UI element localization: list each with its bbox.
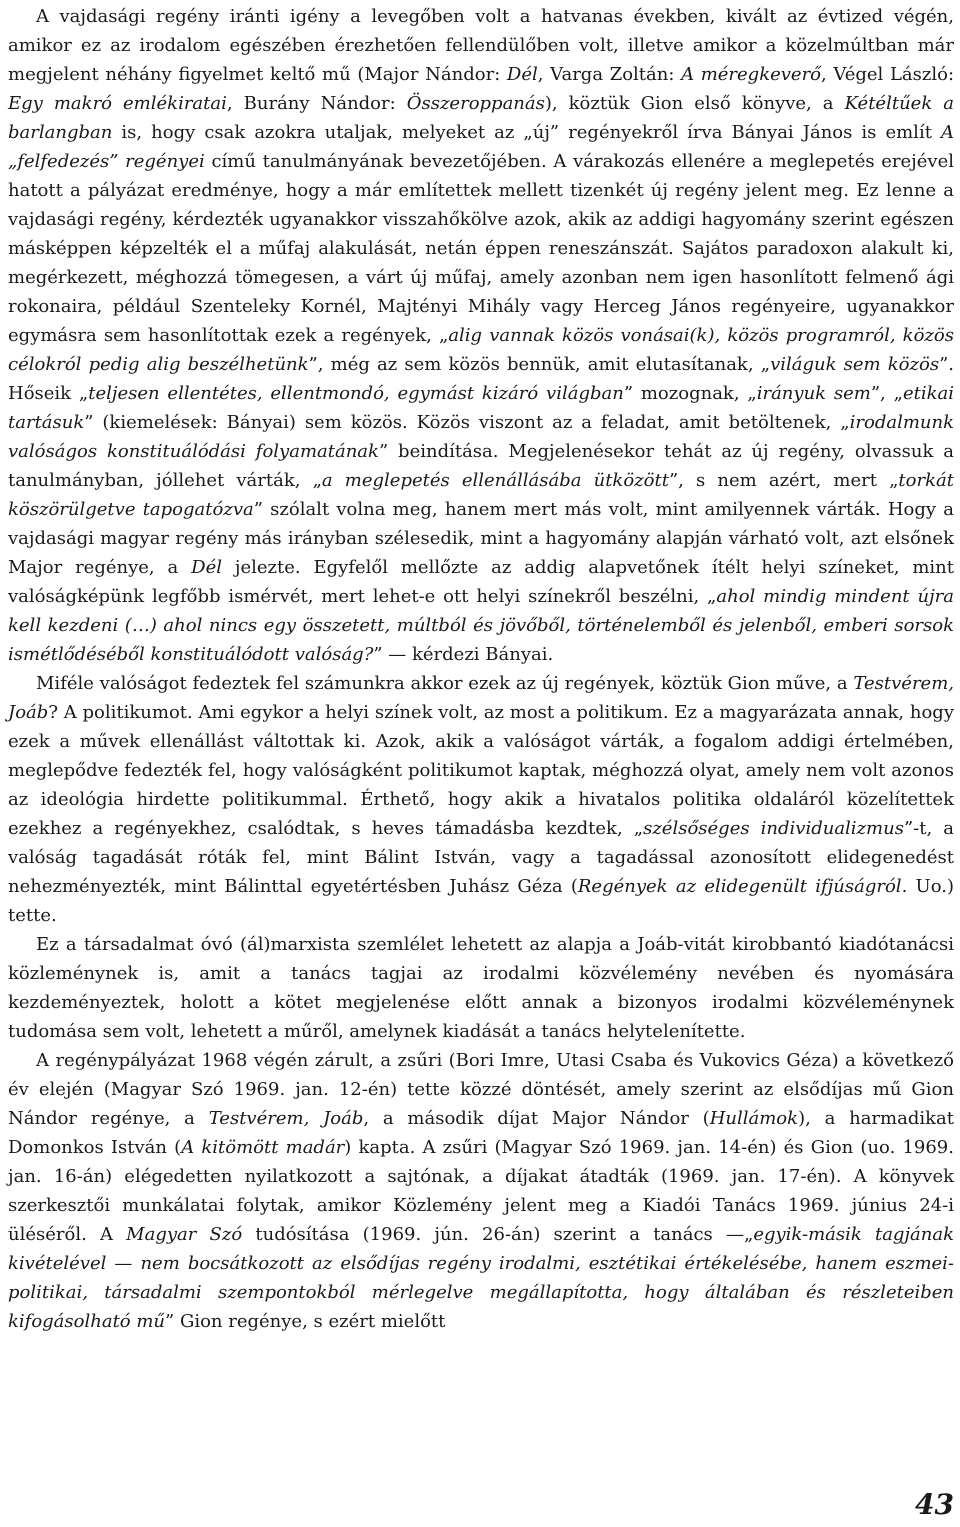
italic-text-segment: Regények az elidegenült ifjúságról xyxy=(577,876,902,897)
text-segment: Ez a társadalmat óvó (ál)marxista szemlélet lehetett az alapja a Joáb-vitát kirobbantó kiadótanácsi közleménynek is, amit a tanács tagjai az irodalmi közvélemény nevében és nyomására kezdeményeztek, holott a kötet megjelenése előtt annak a bizonyos irodalmi közvéleménynek tudomása sem volt, lehetett a műről, amelynek kiadását a tanács helytelenítette. xyxy=(8,934,954,1042)
italic-text-segment: A méregkeverő xyxy=(681,64,822,85)
italic-text-segment: teljesen ellentétes, ellentmondó, egymást kizáró világban xyxy=(88,383,624,404)
italic-text-segment: Hullámok xyxy=(709,1108,799,1129)
italic-text-segment: irányuk sem xyxy=(756,383,871,404)
text-segment: című tanulmányának bevezetőjében. A várakozás ellenére a meglepetés erejével hatott a pályázat eredménye, hogy a már említettek mellett tizenkét új regény jelent meg. Ez lenne a vajdasági regény, kérdezték ugyanakkor visszahőkölve azok, akik az addigi hagyomány szerint egészen másképpen képzelték el a műfaj alakulását, netán éppen reneszánszát. Sajátos paradoxon alakult ki, megérkezett, méghozzá tömegesen, a várt új műfaj, amely azonban nem igen hasonlított felmenő ági rokonaira, például Szenteleky Kornél, Majtényi Mihály vagy Herceg János regényeire, ugyanakkor egymásra sem hasonlítottak ezek a regények, „ xyxy=(8,151,954,346)
text-segment: ” szólalt volna meg, hanem mert más volt, mint amilyennek várták. Hogy a vajdasági magyar regény más irányban szélesedik, mint a hagyomány alapján várható volt, azt elsőnek Major regénye, a xyxy=(8,499,954,578)
italic-text-segment: Dél xyxy=(506,64,538,85)
italic-text-segment: alig vannak közös vonásai(k), közös programról, közös célokról pedig alig beszélhetünk xyxy=(8,325,954,375)
italic-text-segment: ahol mindig mindent újra kell kezdeni (…) ahol nincs egy összetett, múltból és jövőből, történelemből és jelenből, emberi sorsok ismétlődéséből konstituálódott valóság? xyxy=(8,586,955,665)
text-segment: ”. Hőseik „ xyxy=(8,354,955,404)
italic-text-segment: A kitömött madár xyxy=(181,1137,345,1158)
italic-text-segment: Testvérem, Joáb xyxy=(208,1108,364,1129)
text-segment: ”-t, a valóság tagadását róták fel, mint Bálint István, vagy a tagadással azonosított elidegenedést nehezményezték, mint Bálinttal egyetértésben Juhász Géza ( xyxy=(8,818,954,897)
body-text xyxy=(8,2,954,1336)
text-segment: , Végel László: xyxy=(821,64,955,85)
italic-text-segment: egyik-másik tagjának kivételével — nem bocsátkozott az elsődíjas regény irodalmi, esztétikai értékelésébe, hanem eszmei-politikai, társadalmi szempontokból mérlegelve megállapította, hogy általában és részleteiben kifogásolható mű xyxy=(8,1224,954,1332)
italic-text-segment: irodalmunk valóságos konstituálódási folyamatának xyxy=(8,412,954,462)
italic-text-segment: Dél xyxy=(191,557,222,578)
text-segment: is, hogy csak azokra utaljak, melyeket az „új” regényekről írva Bányai János is említ xyxy=(112,122,941,143)
italic-text-segment: Összeroppanás xyxy=(406,93,545,114)
paragraph xyxy=(8,1046,954,1336)
text-segment: Miféle valóságot fedeztek fel számunkra akkor ezek az új regények, köztük Gion műve, a xyxy=(36,673,854,694)
page-number: 43 xyxy=(915,1488,954,1521)
paragraph xyxy=(8,2,954,669)
text-segment: ) kapta. A zsűri (Magyar Szó 1969. jan. 14-én) és Gion (uo. 1969. jan. 16-án) elégedetten nyilatkozott a sajtónak, a díjakat átadták (1969. jan. 17-én). A könyvek szerkesztői munkálatai folytak, amikor Közlemény jelent meg a Kiadói Tanács 1969. június 24-i üléséről. A xyxy=(8,1137,954,1245)
italic-text-segment: etikai tartásuk xyxy=(8,383,954,433)
text-segment: ” mozognak, „ xyxy=(623,383,757,404)
text-segment: ” — kérdezi Bányai. xyxy=(373,644,554,665)
italic-text-segment: torkát köszörülgetve tapogatózva xyxy=(8,470,954,520)
text-segment: ” (kiemelések: Bányai) sem közös. Közös viszont az a feladat, amit betöltenek, „ xyxy=(84,412,850,433)
italic-text-segment: Egy makró emlékiratai xyxy=(8,93,227,114)
italic-text-segment: a meglepetés ellenállásába ütközött xyxy=(321,470,669,491)
text-segment: ”, s nem azért, mert „ xyxy=(668,470,899,491)
paragraph xyxy=(8,669,954,930)
text-segment: ”, még az sem közös bennük, amit elutasítanak, „ xyxy=(308,354,771,375)
text-segment: , a második díjat Major Nándor ( xyxy=(363,1108,710,1129)
text-segment: ), a harmadikat Domonkos István ( xyxy=(8,1108,954,1158)
italic-text-segment: szélsőséges individualizmus xyxy=(643,818,904,839)
italic-text-segment: Magyar Szó xyxy=(126,1224,243,1245)
italic-text-segment: Testvérem, Joáb xyxy=(8,673,954,723)
text-segment: A vajdasági regény iránti igény a levegőben volt a hatvanas években, kivált az évtized végén, amikor ez az irodalom egészében érezhetően fellendülőben volt, illetve amikor a közelmúltban már megjelent néhány figyelmet keltő mű (Major Nándor: xyxy=(8,6,954,85)
text-segment: ”, „ xyxy=(870,383,903,404)
text-segment: , Burány Nándor: xyxy=(226,93,407,114)
italic-text-segment: világuk sem közös xyxy=(770,354,940,375)
text-segment: . Uo.) tette. xyxy=(8,876,954,926)
text-segment: ? A politikumot. Ami egykor a helyi színek volt, az most a politikum. Ez a magyarázata annak, hogy ezek a művek ellenállást váltottak ki. Azok, akik a valóságot várták, a fogalom addigi értelmében, meglepődve fedezték fel, hogy valóságként politikumot kaptak, méghozzá olyat, amely nem volt azonos az ideológia hirdette politikummal. Érthető, hogy akik a hivatalos politika oldaláról közelítettek ezekhez a regényekhez, csalódtak, s heves támadásba kezdtek, „ xyxy=(8,702,954,839)
paragraph xyxy=(8,930,954,1046)
text-segment: tudósítása (1969. jún. 26-án) szerint a tanács —„ xyxy=(242,1224,754,1245)
italic-text-segment: A „felfedezés” regényei xyxy=(8,122,954,172)
document-page xyxy=(8,0,954,1336)
text-segment: ” beindítása. Megjelenésekor tehát az új regény, olvassuk a tanulmányban, jóllehet várták, „ xyxy=(8,441,954,491)
text-segment: A regénypályázat 1968 végén zárult, a zsűri (Bori Imre, Utasi Csaba és Vukovics Géza) a következő év elején (Magyar Szó 1969. jan. 12-én) tette közzé döntését, amely szerint az elsődíjas mű Gion Nándor regénye, a xyxy=(8,1050,954,1129)
text-segment: ), köztük Gion első könyve, a xyxy=(544,93,845,114)
italic-text-segment: Kétéltűek a barlangban xyxy=(8,93,954,143)
text-segment: jelezte. Egyfelől mellőzte az addig alapvetőnek ítélt helyi színeket, mint valóságképünk legfőbb ismérvét, mert lehet-e ott helyi színekről beszélni, „ xyxy=(8,557,954,607)
text-segment: ” Gion regénye, s ezért mielőtt xyxy=(165,1311,446,1332)
text-segment: , Varga Zoltán: xyxy=(537,64,682,85)
